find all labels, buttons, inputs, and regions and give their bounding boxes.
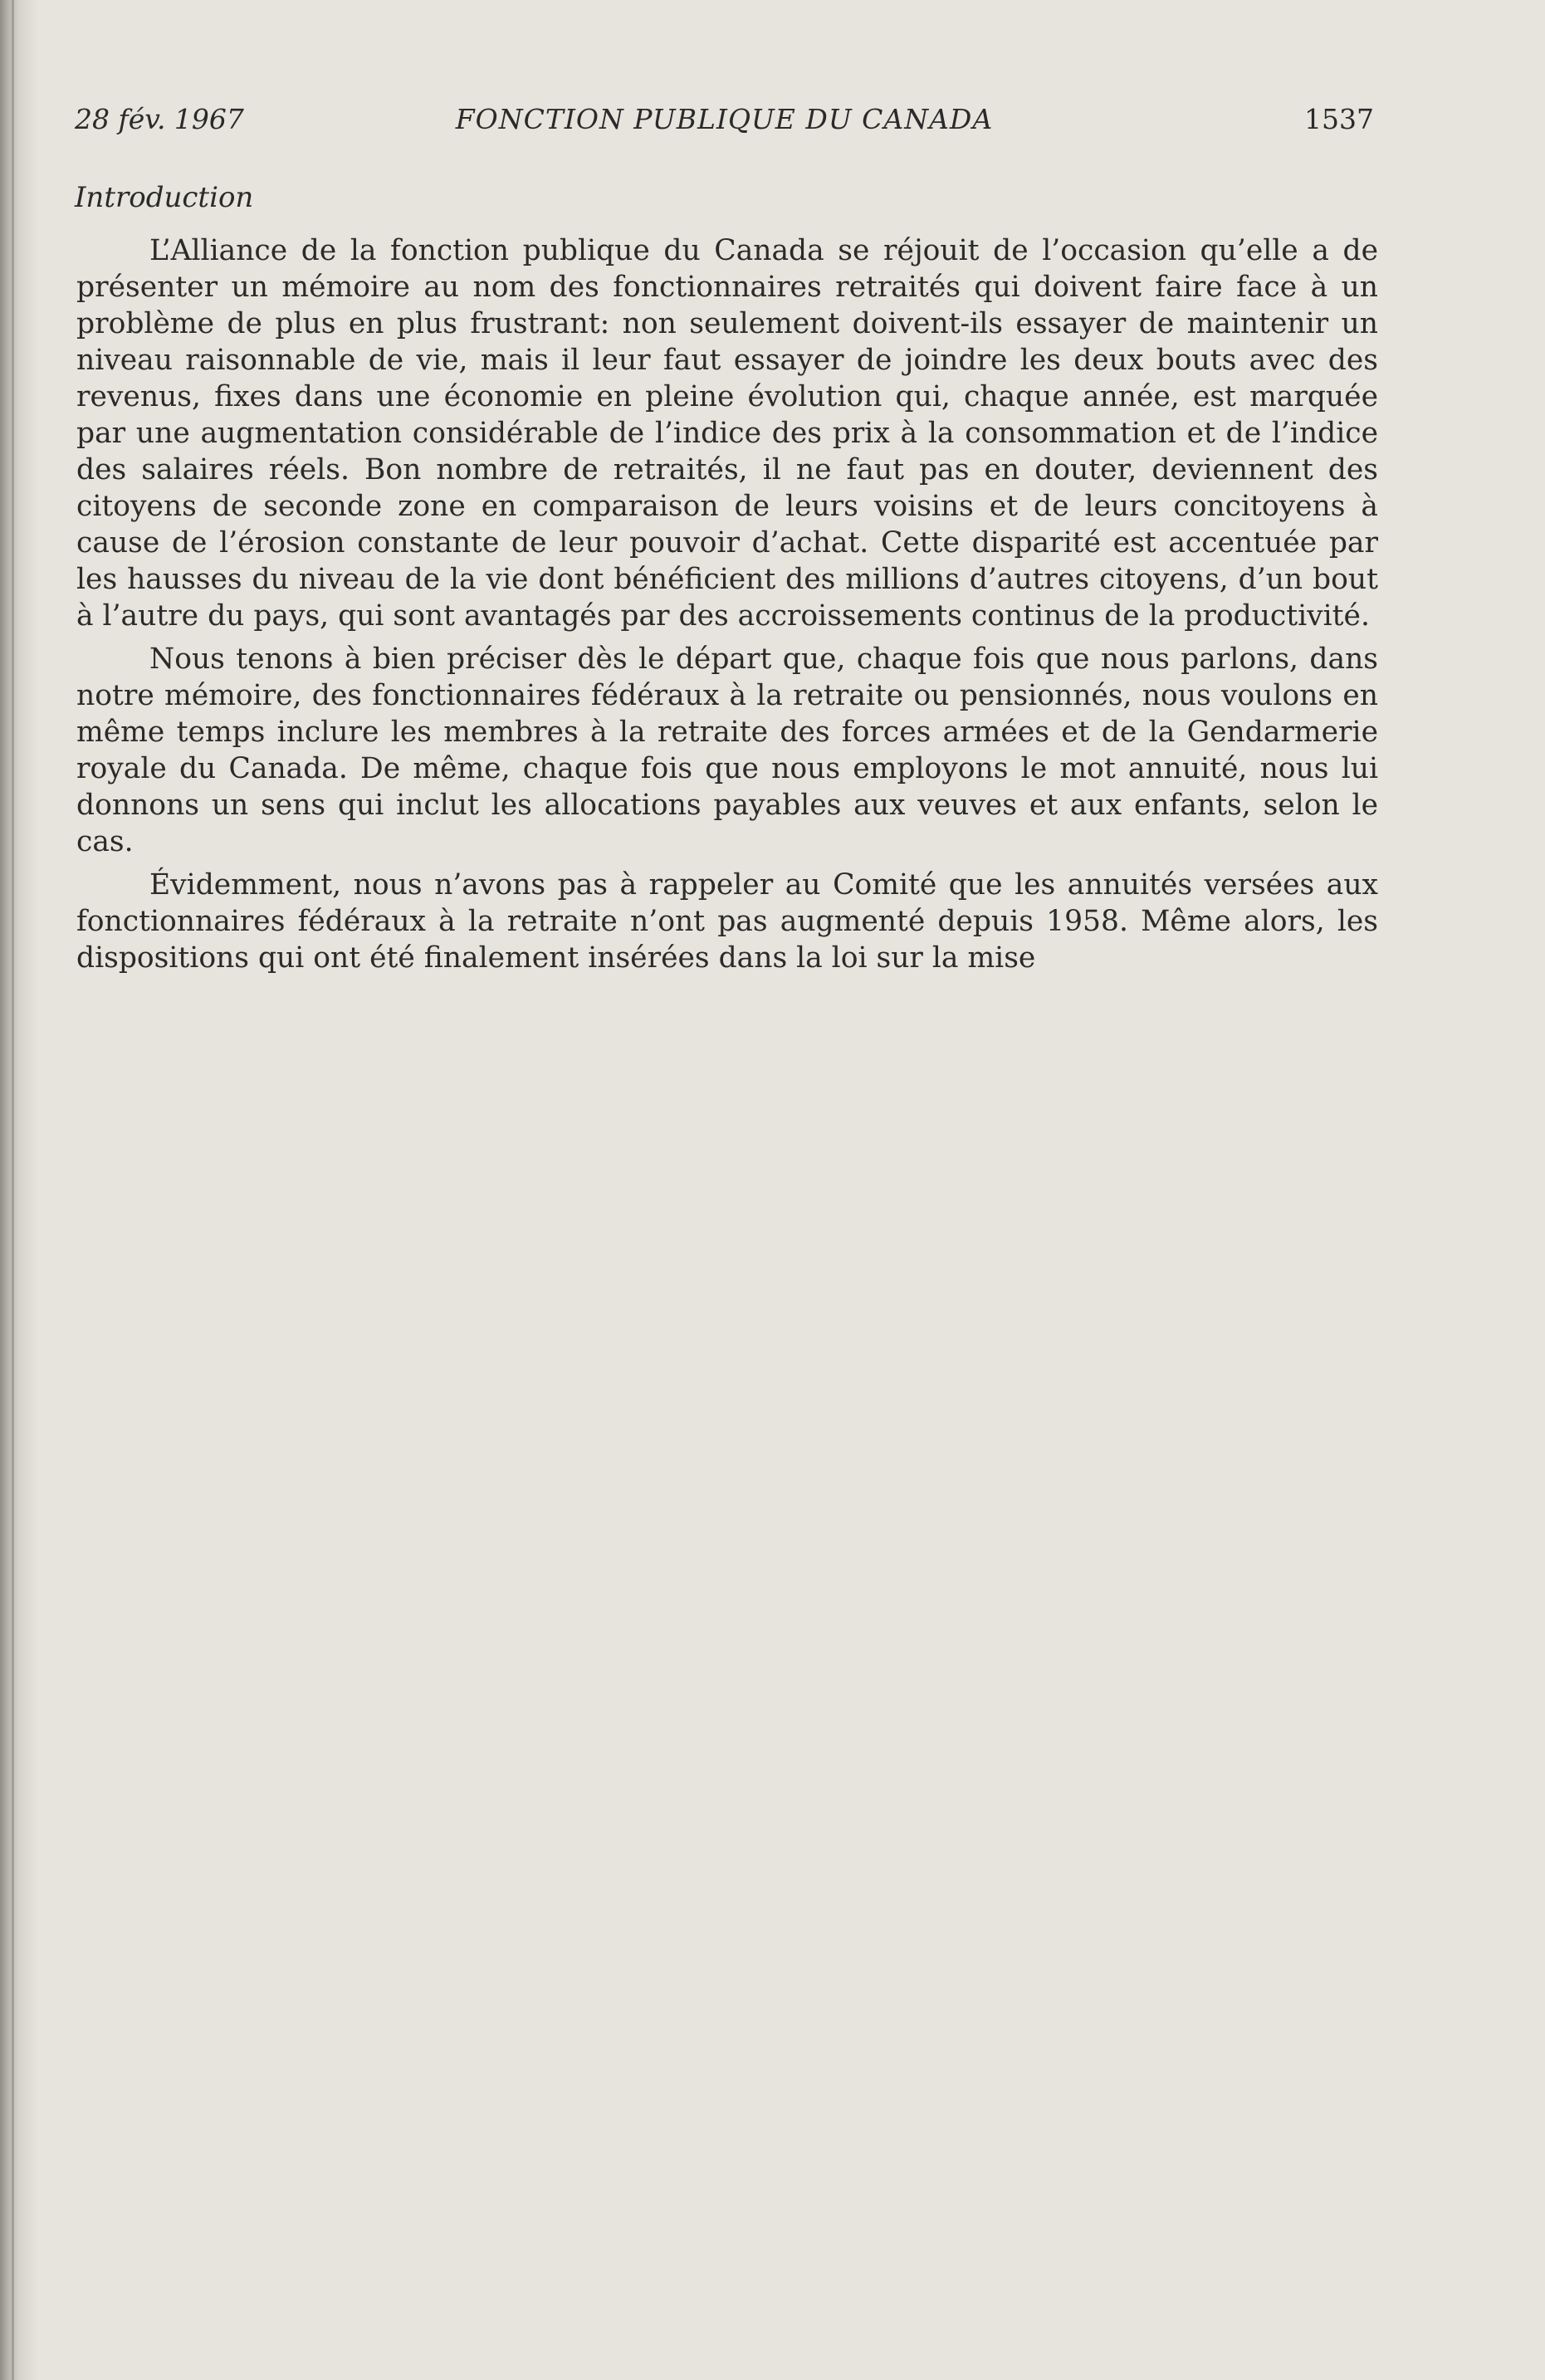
- paragraph-1: L’Alliance de la fonction publique du Canada se réjouit de l’occasion qu’elle a de présenter un mémoire au nom des fonctionnaires retraités qui doivent faire face à un problème de plus en plus frustrant: non seulement doivent-ils essayer de maintenir un niveau raisonnable de vie, mais il leur faut essayer de joindre les deux bouts avec des revenus, fixes dans une économie en pleine évolution qui, chaque année, est marquée par une augmentation considérable de l’indice des prix à la consommation et de l’indice des salaires réels. Bon nombre de retraités, il ne faut pas en douter, deviennent des citoyens de seconde zone en comparaison de leurs voisins et de leurs concitoyens à cause de l’érosion constante de leur pouvoir d’achat. Cette disparité est accentuée par les hausses du niveau de la vie dont bénéficient des millions d’autres citoyens, d’un bout à l’autre du pays, qui sont avantagés par des accroissements continus de la productivité.: [76, 234, 1378, 633]
- body-text: [76, 232, 1378, 983]
- page-binding-edge: [0, 0, 38, 2380]
- page-header: [75, 103, 1374, 144]
- header-date: 28 fév. 1967: [75, 103, 244, 135]
- page-number: 1537: [1304, 103, 1374, 135]
- section-title: Introduction: [75, 181, 254, 214]
- paragraph-3: Évidemment, nous n’avons pas à rappeler au Comité que les annuités versées aux fonctionnaires fédéraux à la retraite n’ont pas augmenté depuis 1958. Même alors, les dispositions qui ont été finalement insérées dans la loi sur la mise: [76, 868, 1378, 975]
- paragraph-2: Nous tenons à bien préciser dès le départ que, chaque fois que nous parlons, dans notre mémoire, des fonctionnaires fédéraux à la retraite ou pensionnés, nous voulons en même temps inclure les membres à la retraite des forces armées et de la Gendarmerie royale du Canada. De même, chaque fois que nous employons le mot annuité, nous lui donnons un sens qui inclut les allocations payables aux veuves et aux enfants, selon le cas.: [76, 643, 1378, 858]
- header-title: FONCTION PUBLIQUE DU CANADA: [455, 103, 994, 135]
